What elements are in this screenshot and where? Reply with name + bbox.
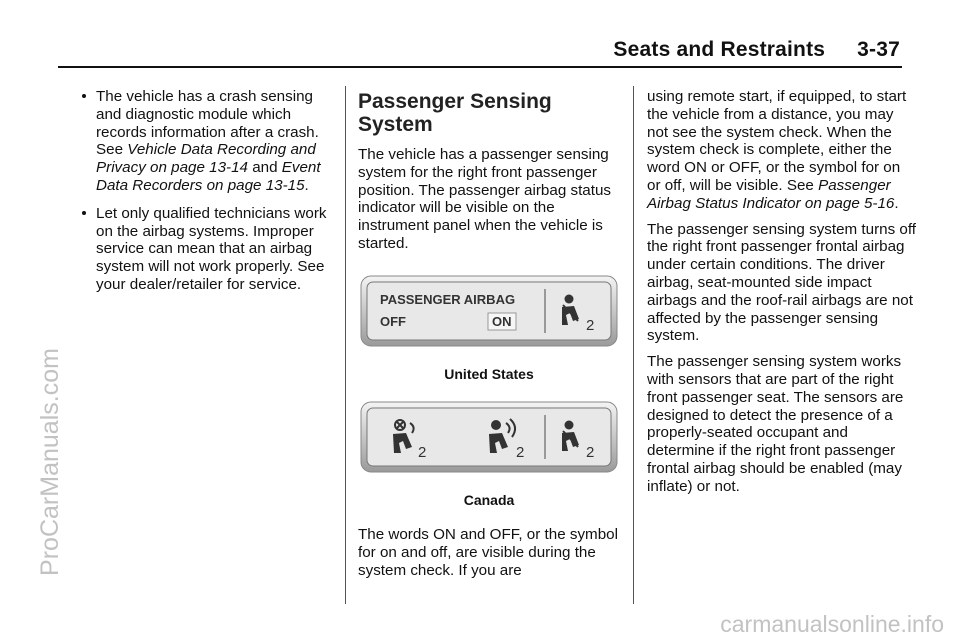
figure-canada (360, 401, 618, 510)
bullet-list (80, 88, 338, 294)
text-run: . (894, 194, 899, 212)
sensors-paragraph: The passenger sensing system works with sensors that are part of the right front passenger seat. The sensors are designed to detect the presence of a properly-seated occupant and determine if the right front passenger frontal airbag should be enabled (may inflate) or not. (647, 353, 904, 495)
text-run: Let only qualified technicians work on the airbag systems. Improper service can mean that an airbag system will not work properly. See your dealer/retailer for service. (96, 204, 327, 293)
column-right (647, 88, 917, 504)
section-title: Seats and Restraints (613, 38, 826, 61)
off-label: OFF (380, 313, 406, 329)
cross-reference: Event Data Recorders on page 13-15 (96, 159, 321, 194)
section-heading: Passenger Sensing System (358, 90, 552, 136)
figure-united-states (360, 275, 618, 384)
bullet-item (80, 88, 338, 195)
seat-position-number: 2 (516, 444, 525, 462)
after-figures-paragraph: The words ON and OFF, or the symbol for on and off, are visible during the system check. If you are (358, 525, 618, 579)
seat-position-number: 2 (418, 444, 427, 462)
side-watermark: ProCarManuals.com (36, 348, 64, 576)
intro-paragraph: The vehicle has a passenger sensing system for the right front passenger position. The passenger airbag status indicator will be visible on the instrument panel when the vehicle is started. (358, 146, 612, 252)
column-divider (345, 86, 346, 604)
cross-reference: Vehicle Data Recording and Privacy on page 13-14 (96, 141, 316, 177)
remote-start-paragraph (647, 88, 917, 213)
seat-position-number: 2 (586, 444, 595, 462)
page-number: 3-37 (857, 38, 900, 61)
us-indicator-panel (360, 275, 618, 351)
figure-caption: Canada (463, 492, 515, 509)
header-title (613, 38, 900, 62)
column-left (80, 88, 338, 304)
seat-position-number: 2 (586, 316, 595, 334)
text-run: using remote start, if equipped, to start the vehicle from a distance, you may not see the system check. When the system check is complete, either the word ON or OFF, or the symbol for on or off, will be visible. See (647, 88, 907, 194)
sensing-off-paragraph: The passenger sensing system turns off the right front passenger frontal airbag under certain conditions. The driver airbag, seat-mounted side impact airbags and the roof-rail airbags are not affected by the passenger sensing system. (647, 220, 917, 345)
cross-reference: Passenger Airbag Status Indicator on page 5-16 (647, 176, 895, 212)
header-rule (58, 66, 902, 68)
passenger-airbag-label: PASSENGER AIRBAG (380, 291, 516, 307)
column-divider (633, 86, 634, 604)
figure-caption: United States (444, 365, 534, 382)
canada-indicator-panel (360, 401, 618, 477)
text-run: and (247, 159, 282, 177)
bottom-watermark: carmanualsonline.info (720, 611, 944, 637)
on-label: ON (492, 313, 512, 329)
bullet-item (80, 205, 338, 294)
column-middle (358, 88, 628, 587)
text-run: . (304, 176, 309, 194)
text-run: The vehicle has a crash sensing and diagnostic module which records information after a crash. See (96, 88, 319, 159)
